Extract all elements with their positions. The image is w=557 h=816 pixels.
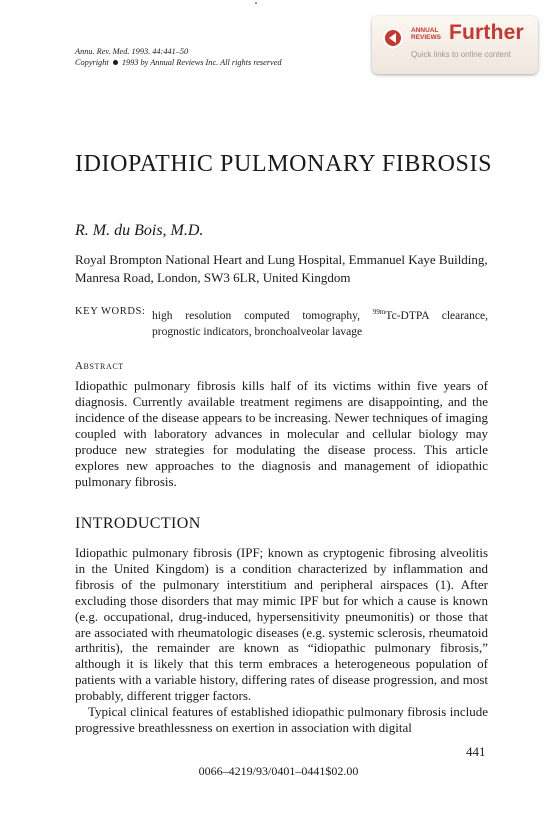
badge-brand-line1: ANNUAL <box>411 27 439 34</box>
introduction-body <box>75 545 488 736</box>
journal-citation: Annu. Rev. Med. 1993. 44:441–50 <box>75 47 189 56</box>
badge-brand <box>411 27 441 41</box>
article-author: R. M. du Bois, M.D. <box>75 222 204 239</box>
annual-reviews-logo-icon <box>382 27 404 49</box>
keywords-isotope-superscript: 99m <box>372 308 386 316</box>
badge-further-word: Further <box>449 21 524 44</box>
abstract-heading: Abstract <box>75 360 124 372</box>
badge-subtitle: Quick links to online content <box>411 50 511 59</box>
keywords-label: KEY WORDS: <box>75 306 146 317</box>
introduction-heading: INTRODUCTION <box>75 515 201 532</box>
introduction-paragraph-2: Typical clinical features of established idiopathic pulmonary fibrosis include progressive breathlessness on exertion in association with digital <box>75 704 488 735</box>
keywords-part2: Tc-DTPA clearance, prognostic indicators, bronchoalveolar lavage <box>152 309 488 338</box>
copyright-suffix: 1993 by Annual Reviews Inc. All rights reserved <box>121 57 282 67</box>
article-title: IDIOPATHIC PULMONARY FIBROSIS <box>75 151 493 177</box>
further-badge[interactable] <box>372 16 538 74</box>
author-affiliation: Royal Brompton National Heart and Lung Hospital, Emmanuel Kaye Building, Manresa Road, London, SW3 6LR, United Kingdom <box>75 252 488 285</box>
scan-speck <box>255 2 257 4</box>
journal-header <box>75 47 282 68</box>
journal-copyright <box>75 58 282 69</box>
keywords-text <box>152 304 488 340</box>
copyright-prefix: Copyright <box>75 57 109 67</box>
abstract-text: Idiopathic pulmonary fibrosis kills half of its victims within five years of diagnosis. Currently available treatment regimens are disappointing, and the incidence of the disease appears to be increasing. Newer techniques of imaging coupled with laboratory advances in molecular and cellular biology may produce new strategies for modulating the disease process. This article explores new approaches to the diagnosis and management of idiopathic pulmonary fibrosis. <box>75 378 488 489</box>
badge-brand-line2: REVIEWS <box>411 34 441 41</box>
keywords-part1: high resolution computed tomography, <box>152 309 361 322</box>
copyright-bullet-icon <box>113 60 118 65</box>
footer-code: 0066–4219/93/0401–0441$02.00 <box>198 764 359 778</box>
introduction-paragraph-1: Idiopathic pulmonary fibrosis (IPF; known as cryptogenic fibrosing alveolitis in the United Kingdom) is a condition characterized by inflammation and fibrosis of the pulmonary interstitium and peripheral airspaces (1). After excluding those disorders that may mimic IPF but for which a cause is known (e.g. occupational, drug-induced, hypersensitivity pneumonitis) or those that are associated with rheumatologic diseases (e.g. systemic sclerosis, rheumatoid arthritis), the remainder are known as “idiopathic pulmonary fibrosis,” although it is likely that this term embraces a heterogeneous population of patients with a variable history, differing rates of disease progression, and most probably, different trigger factors. <box>75 545 488 704</box>
page-number: 441 <box>466 744 486 759</box>
